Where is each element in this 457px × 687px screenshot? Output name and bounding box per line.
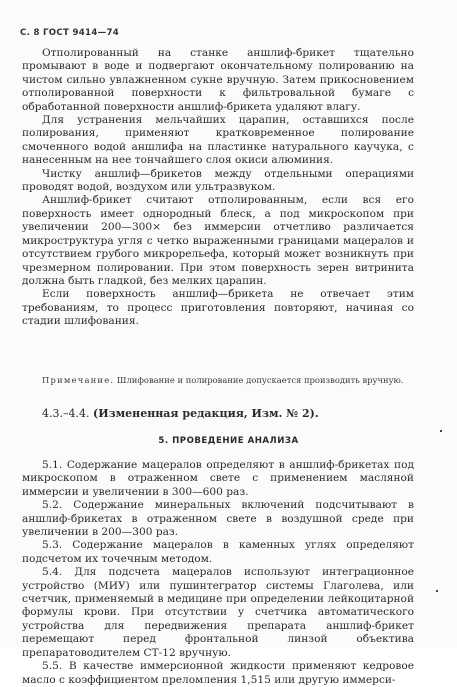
scan-speck: [440, 430, 442, 432]
note-text: Шлифование и полирование допускается производить вручную.: [116, 375, 404, 385]
note: [22, 374, 414, 386]
page-header: С. 8 ГОСТ 9414—74: [20, 28, 120, 38]
body-top: [22, 47, 414, 329]
paragraph: 5.4. Для подсчета мацералов используют интеграционное устройство (МИУ) или пушинтегратор системы Глаголева, или счетчик, применяемый в медицине при определении лейкоцитарной формулы крови. При отсутствии у счетчика автоматического устройства для передвижения препарата аншлиф-брикет перемещают перед фронтальной линзой объектива препаратоводителем СТ-12 вручную.: [22, 566, 414, 659]
paragraph: Если поверхность аншлиф—брикета не отвечает этим требованиям, то процесс приготовления повторяют, начиная со стадии шлифования.: [22, 288, 414, 328]
paragraph: Чистку аншлиф—брикетов между отдельными операциями проводят водой, воздухом или ультразвуком.: [22, 167, 414, 194]
paragraph: Аншлиф-брикет считают отполированным, если вся его поверхность имеет однородный блеск, а под микроскопом при увеличении 200—300× без иммерсии отчетливо различается микроструктура угля с четко выраженными границами мацералов и отсутствием грубого микрорельефа, который может возникнуть при чрезмерном полировании. При этом поверхность зерен витринита должна быть гладкой, без мелких царапин.: [22, 194, 414, 287]
note-paragraph: [22, 374, 414, 386]
amendment-text: (Измененная редакция, Изм. № 2).: [92, 407, 319, 420]
amendment-ref: 4.3.–4.4.: [42, 407, 90, 420]
paragraph: 5.1. Содержание мацералов определяют в аншлиф-брикетах под микроскопом в отраженном свете с применением масляной иммерсии и увеличении в 300—600 раз.: [22, 459, 414, 498]
paragraph: 5.3. Содержание мацералов в каменных углях определяют подсчетом их точечным методом.: [22, 539, 414, 565]
section-title: 5. ПРОВЕДЕНИЕ АНАЛИЗА: [158, 436, 299, 446]
scan-speck: [436, 590, 438, 592]
body-bottom: [22, 459, 414, 687]
amendment-line: [42, 407, 319, 420]
paragraph: Отполированный на станке аншлиф-брикет тщательно промывают в воде и подвергают окончательному полированию на чистом сильно увлажненном сукне вручную. Затем прикосновением отполированной поверхности к фильтровальной бумаге с обработанной поверхности аншлиф-брикета удаляют влагу.: [22, 47, 414, 113]
paragraph: 5.2. Содержание минеральных включений подсчитывают в аншлиф-брикетах в отраженном свете в воздушной среде при увеличении в 200—300 раз.: [22, 499, 414, 539]
paragraph: Для устранения мельчайших царапин, оставшихся после полирования, применяют кратковременное полирование смоченного водой аншлифа на пластинке натурального каучука, с нанесенным на нее тончайшего слоя окиси алюминия.: [22, 114, 414, 167]
note-label: Примечание.: [42, 375, 115, 385]
paragraph: 5.5. В качестве иммерсионной жидкости применяют кедровое масло с коэффициентом преломления 1,515 или другую иммерси-: [22, 660, 414, 686]
